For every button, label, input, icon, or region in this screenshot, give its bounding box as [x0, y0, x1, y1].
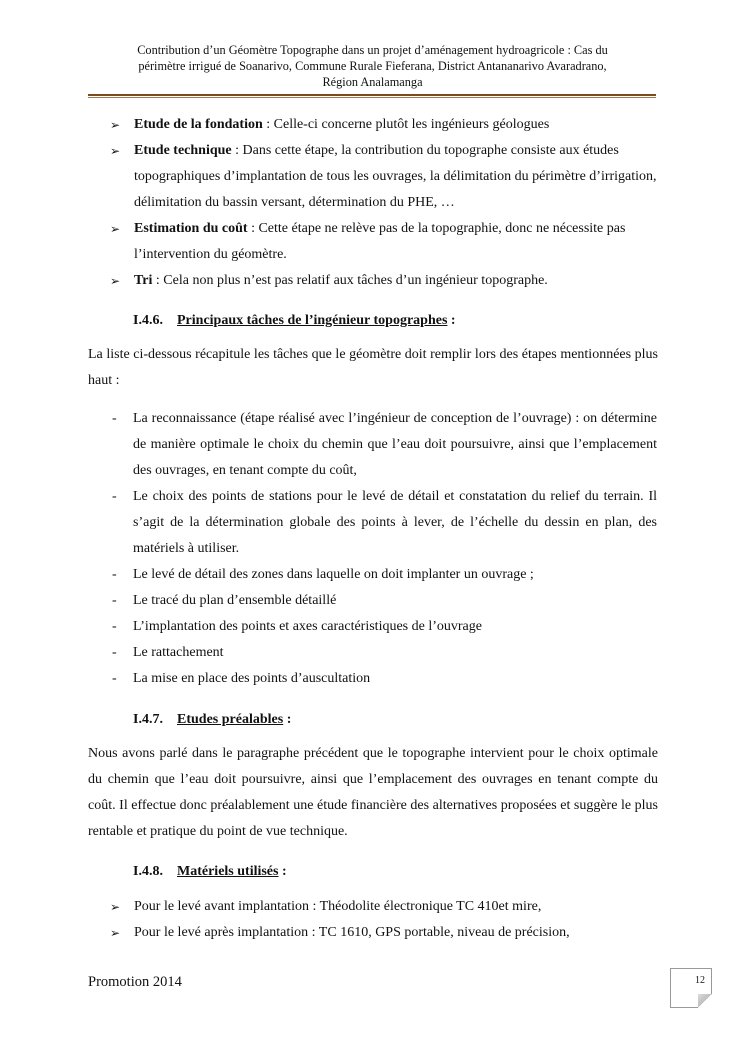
list-item: [110, 216, 660, 268]
section-title: Matériels utilisés: [177, 864, 279, 879]
section-suffix: :: [283, 712, 292, 727]
dash-bullet-icon: -: [112, 619, 117, 634]
section-suffix: :: [278, 864, 287, 879]
section-number: I.4.6.: [133, 313, 163, 328]
list-item: [112, 640, 657, 666]
equipment-list: [110, 894, 660, 946]
arrow-bullet-icon: ➢: [110, 900, 121, 914]
arrow-bullet-icon: ➢: [110, 222, 121, 236]
arrow-bullet-icon: ➢: [110, 926, 121, 940]
section-heading-1-4-6: [133, 311, 456, 331]
intro-paragraph: La liste ci-dessous récapitule les tâches que le géomètre doit remplir lors des étapes mentionnées plus haut :: [88, 347, 658, 388]
item-text: Le choix des points de stations pour le levé de détail et constatation du relief du terrain. Il s’agit de la détermination globale des points à lever, de l’échelle du dessin en plan, des matériels à utiliser.: [133, 489, 657, 556]
item-text: Le tracé du plan d’ensemble détaillé: [133, 593, 337, 608]
page-number: 12: [695, 975, 705, 986]
arrow-bullet-icon: ➢: [110, 274, 121, 288]
item-term: Etude de la fondation: [134, 117, 263, 132]
dash-bullet-icon: -: [112, 645, 117, 660]
dash-bullet-icon: -: [112, 411, 117, 426]
section-suffix: :: [447, 313, 456, 328]
header-line: Région Analamanga: [322, 75, 423, 89]
list-item: [112, 484, 657, 562]
tasks-list: [112, 406, 657, 692]
item-text: : Dans cette étape, la contribution du topographe consiste aux études topographiques d’implantation de tous les ouvrages, la délimitation du périmètre d’irrigation, délimitation du bassin versant, détermination du PHE, …: [134, 143, 657, 210]
list-item: [112, 562, 657, 588]
list-item: [110, 268, 660, 294]
list-item: [112, 614, 657, 640]
item-text: : Cela non plus n’est pas relatif aux tâches d’un ingénieur topographe.: [152, 273, 548, 288]
section-title: Principaux tâches de l’ingénieur topographes: [177, 313, 448, 328]
item-term: Tri: [134, 273, 153, 288]
arrow-bullet-icon: ➢: [110, 144, 121, 158]
item-text: : Celle-ci concerne plutôt les ingénieurs géologues: [262, 117, 550, 132]
list-item: [110, 920, 660, 946]
header-rule-thin: [88, 97, 656, 98]
section-number: I.4.7.: [133, 712, 163, 727]
dash-bullet-icon: -: [112, 567, 117, 582]
arrow-bullet-icon: ➢: [110, 118, 121, 132]
header-rule: [88, 94, 656, 96]
dash-bullet-icon: -: [112, 593, 117, 608]
list-item: [110, 894, 660, 920]
body-paragraph: Nous avons parlé dans le paragraphe précédent que le topographe intervient pour le choix optimale du chemin que l’eau doit poursuivre, ainsi que l’emplacement des ouvrages en tenant compte du coût. Il effectue donc préalablement une étude financière des alternatives proposées et suggère le plus rentable et pratique du point de vue technique.: [88, 746, 658, 839]
running-header: [95, 42, 650, 90]
header-line: périmètre irrigué de Soanarivo, Commune Rurale Fieferana, District Antananarivo Avaradrano,: [138, 59, 607, 73]
section-heading-1-4-7: [133, 710, 291, 730]
header-line: Contribution d’un Géomètre Topographe dans un projet d’aménagement hydroagricole : Cas du: [137, 43, 608, 57]
study-phases-list: [110, 112, 660, 294]
dash-bullet-icon: -: [112, 671, 117, 686]
item-term: Etude technique: [134, 143, 232, 158]
item-text: : Cette étape ne relève pas de la topographie, donc ne nécessite pas l’intervention du géomètre.: [134, 221, 626, 262]
section-title: Etudes préalables: [177, 712, 284, 727]
list-item: [110, 138, 660, 216]
section-number: I.4.8.: [133, 864, 163, 879]
list-item: [112, 666, 657, 692]
section-heading-1-4-8: [133, 862, 287, 882]
item-text: Pour le levé avant implantation : Théodolite électronique TC 410et mire,: [134, 899, 542, 914]
page-curl-icon: [698, 994, 712, 1008]
list-item: [110, 112, 660, 138]
item-text: Le rattachement: [133, 645, 224, 660]
page-number-box: [670, 968, 712, 1008]
item-text: Pour le levé après implantation : TC 1610, GPS portable, niveau de précision,: [134, 925, 570, 940]
item-text: Le levé de détail des zones dans laquelle on doit implanter un ouvrage ;: [133, 567, 534, 582]
dash-bullet-icon: -: [112, 489, 117, 504]
item-text: L’implantation des points et axes caractéristiques de l’ouvrage: [133, 619, 482, 634]
footer-promotion: Promotion 2014: [88, 974, 182, 990]
item-term: Estimation du coût: [134, 221, 248, 236]
item-text: La mise en place des points d’auscultation: [133, 671, 371, 686]
list-item: [112, 406, 657, 484]
item-text: La reconnaissance (étape réalisé avec l’ingénieur de conception de l’ouvrage) : on détermine de manière optimale le choix du chemin que l’eau doit poursuivre, ainsi que l’emplacement des ouvrages, en tenant compte du coût,: [133, 411, 657, 478]
list-item: [112, 588, 657, 614]
